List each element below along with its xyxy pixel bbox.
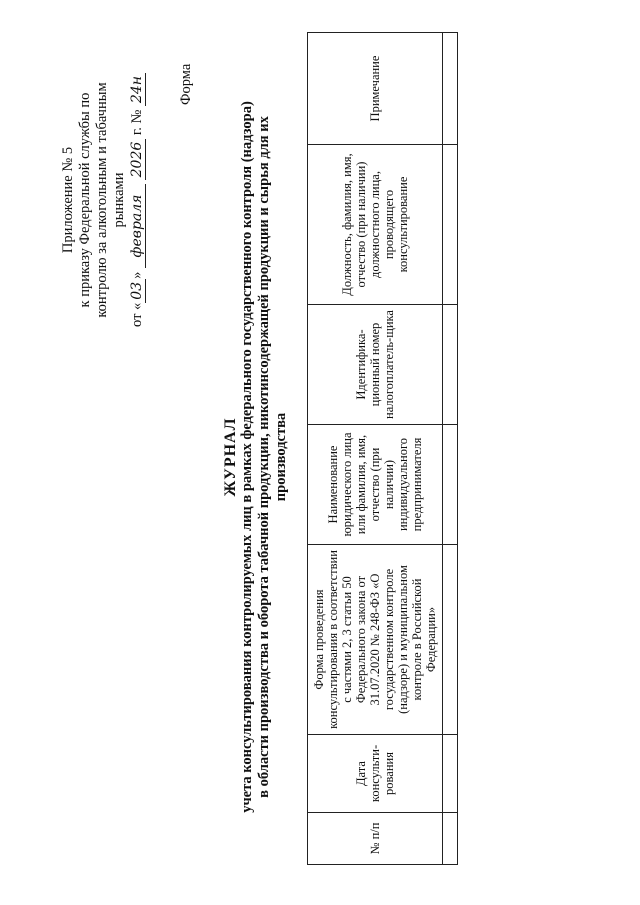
appendix-title: Приложение № 5 [60,146,76,254]
order-number: 24н [130,73,146,106]
table-cell [443,145,458,305]
order-date-line [129,25,146,375]
journal-title: ЖУРНАЛ [222,417,239,497]
appendix-header [60,25,146,375]
form-label: Форма [178,63,194,105]
journal-subtitle-2: в области производства и оборота табачной продукции, никотинсодержащей продукции и сырья для их [256,116,272,798]
order-month: февраля [130,184,146,268]
order-year: 2026 [130,139,146,181]
journal-title-block [222,35,290,879]
journal-subtitle-3: производства [273,412,289,502]
header-inn: Идентифика-ционный номер налогоплатель-щика [308,305,443,425]
order-prefix: от « [129,302,145,327]
table-cell [443,545,458,735]
appendix-line-1: к приказу Федеральной службы по [77,92,93,308]
appendix-line-2: контролю за алкогольным и табачным [94,82,110,318]
table-header-row [308,33,443,865]
table-cell [443,425,458,545]
table-cell [443,813,458,865]
order-mid: » [129,271,145,279]
header-official: Должность, фамилия, имя, отчество (при наличии) должностного лица, проводящего консультирование [308,145,443,305]
header-number: № п/п [308,813,443,865]
order-year-suffix: г. № [129,109,145,136]
journal-table [307,32,458,865]
table-cell [443,735,458,813]
table-row [443,33,458,865]
header-date: Дата консульти-рования [308,735,443,813]
table-cell [443,33,458,145]
order-day: 03 [130,279,146,303]
journal-subtitle-1: учета консультирования контролируемых лиц в рамках федерального государственного контроля (надзора) [239,101,255,813]
header-form: Форма проведения консультирования в соответствии с частями 2, 3 статьи 50 Федерального закона от 31.07.2020 № 248-ФЗ «О государственном контроле (надзоре) и муниципальном контроле в Российской Федерации» [308,545,443,735]
appendix-line-3: рынками [111,172,127,228]
header-entity-name: Наименование юридического лица или фамилия, имя, отчество (при наличии) индивидуального предпринимателя [308,425,443,545]
header-note: Примечание [308,33,443,145]
table-cell [443,305,458,425]
